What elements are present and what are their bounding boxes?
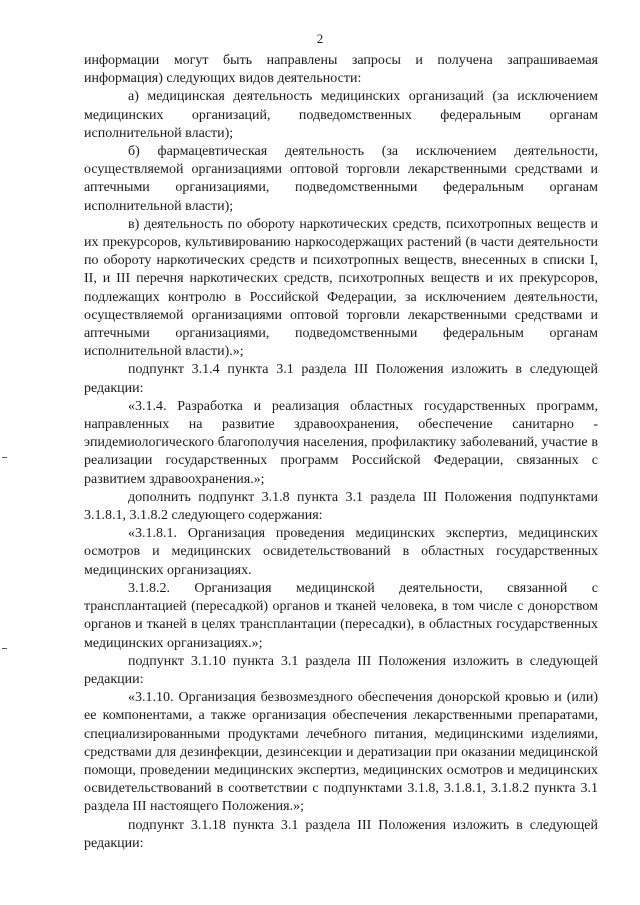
paragraph: 3.1.8.2. Организация медицинской деятельности, связанной с трансплантацией (пересадкой) органов и тканей человека, в том числе с донорством органов и тканей в целях трансплантации (пересадки), в областных государственных медицинских организациях.»; [84, 580, 598, 651]
paragraph: «3.1.4. Разработка и реализация областных государственных программ, направленных на развитие здравоохранения, обеспечение санитарно - эпидемиологического благополучия населения, профилактику заболеваний, участие в реализации государственных программ Российской Федерации, связанных с развитием здравоохранения.»; [84, 398, 598, 487]
paragraph: подпункт 3.1.10 пункта 3.1 раздела III Положения изложить в следующей редакции: [84, 653, 598, 687]
page-number: 2 [316, 31, 324, 46]
paragraph: подпункт 3.1.4 пункта 3.1 раздела III Положения изложить в следующей редакции: [84, 362, 598, 396]
document-body [84, 52, 598, 853]
paragraph: «3.1.8.1. Организация проведения медицинских экспертиз, медицинских осмотров и медицинских освидетельствований в областных государственных медицинских организациях. [84, 526, 598, 578]
paragraph: «3.1.10. Организация безвозмездного обеспечения донорской кровью и (или) ее компонентами, а также организация обеспечения лекарственными препаратами, специализированными продуктами лечебного питания, медицинскими изделиями, средствами для дезинфекции, дезинсекции и дератизации при оказании медицинской помощи, проведении медицинских экспертиз, медицинских осмотров и медицинских освидетельствований в соответствии с подпунктами 3.1.8, 3.1.8.1, 3.1.8.2 пункта 3.1 раздела III настоящего Положения.»; [84, 690, 598, 815]
paragraph: дополнить подпункт 3.1.8 пункта 3.1 раздела III Положения подпунктами 3.1.8.1, 3.1.8.2 следующего содержания: [84, 489, 598, 524]
paragraph: в) деятельность по обороту наркотических средств, психотропных веществ и их прекурсоров, культивированию наркосодержащих растений (в части деятельности по обороту наркотических средств и психотропных веществ, внесенных в списки I, II, и III перечня наркотических средств, психотропных веществ и их прекурсоров, подлежащих контролю в Российской Федерации, за исключением деятельности, осуществляемой организациями оптовой торговли лекарственными средствами и аптечными организациями, подведомственными федеральным органам исполнительной власти).»; [84, 216, 598, 360]
margin-mark [2, 457, 7, 458]
paragraph: информации могут быть направлены запросы и получена запрашиваемая информация) следующих видов деятельности: [84, 53, 598, 87]
margin-mark [2, 648, 7, 649]
paragraph: подпункт 3.1.18 пункта 3.1 раздела III Положения изложить в следующей редакции: [84, 817, 598, 851]
paragraph: б) фармацевтическая деятельность (за исключением деятельности, осуществляемой организациями оптовой торговли лекарственными средствами и аптечными организациями, подведомственными федеральным органам исполнительной власти); [84, 144, 598, 214]
paragraph: а) медицинская деятельность медицинских организаций (за исключением медицинских организаций, подведомственных федеральным органам исполнительной власти); [84, 89, 598, 141]
